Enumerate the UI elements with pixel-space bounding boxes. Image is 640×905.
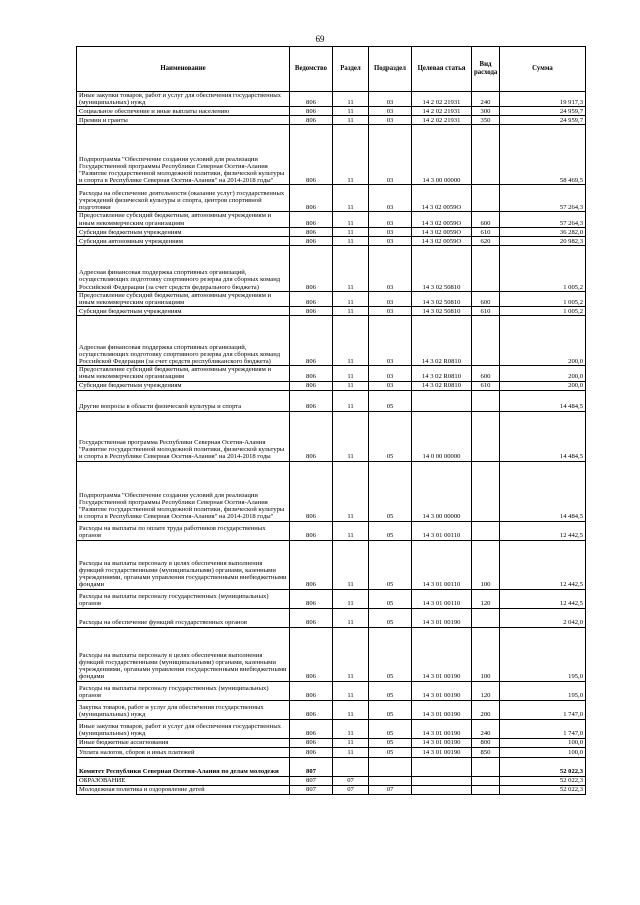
row-section: 11 (333, 411, 369, 461)
row-amount: 20 982,3 (500, 236, 586, 245)
row-name: Расходы на обеспечение функций государственных органов (77, 608, 290, 627)
row-expense-type: 100 (472, 627, 500, 681)
row-department: 806 (290, 719, 333, 738)
row-section: 11 (333, 521, 369, 540)
table-row (77, 316, 586, 366)
row-department: 806 (290, 316, 333, 366)
row-subsection: 07 (369, 785, 412, 794)
row-amount: 19 917,3 (500, 92, 586, 107)
row-expense-type: 800 (472, 738, 500, 747)
row-section: 11 (333, 107, 369, 116)
table-row (77, 107, 586, 116)
table-row (77, 540, 586, 589)
row-section: 11 (333, 461, 369, 521)
row-section: 11 (333, 185, 369, 212)
row-subsection: 03 (369, 316, 412, 366)
table-row (77, 461, 586, 521)
row-expense-type (472, 461, 500, 521)
row-department: 806 (290, 307, 333, 316)
row-section: 11 (333, 608, 369, 627)
row-section: 11 (333, 307, 369, 316)
row-amount: 57 264,3 (500, 185, 586, 212)
header-amount: Сумма (500, 47, 586, 92)
row-target-item: 14 3 02 R0810 (412, 316, 472, 366)
row-name: Адресная финансовая поддержка спортивных организаций, осуществляющих подготовку спортивного резерва для сборных команд Российской Федерации (за счет средств республиканского бюджета) (77, 316, 290, 366)
row-expense-type: 600 (472, 366, 500, 381)
row-amount: 12 442,5 (500, 589, 586, 608)
row-expense-type (472, 316, 500, 366)
row-section: 11 (333, 366, 369, 381)
header-name: Наименование (77, 47, 290, 92)
row-amount: 1 005,2 (500, 245, 586, 291)
row-section: 11 (333, 390, 369, 411)
row-amount: 12 442,5 (500, 521, 586, 540)
row-amount: 52 022,3 (500, 785, 586, 794)
row-section: 11 (333, 589, 369, 608)
row-section: 11 (333, 236, 369, 245)
row-name: Социальное обеспечение и иные выплаты населению (77, 107, 290, 116)
table-row (77, 747, 586, 757)
row-subsection: 03 (369, 366, 412, 381)
row-department: 806 (290, 461, 333, 521)
row-target-item: 14 2 02 21931 (412, 92, 472, 107)
row-name: Государственная программа Республики Северная Осетия-Алания "Развитие государственной молодежной политики, физической культуры и спорта в Республике Северная Осетия-Алания" на 2014-2018 годы (77, 411, 290, 461)
row-subsection: 05 (369, 627, 412, 681)
row-section: 11 (333, 719, 369, 738)
header-expense-type: Вид расхода (472, 47, 500, 92)
table-row (77, 212, 586, 227)
row-expense-type: 600 (472, 291, 500, 306)
row-subsection: 03 (369, 245, 412, 291)
row-name: Расходы на выплаты персоналу в целях обеспечения выполнения функций государственными (муниципальными) органами, казенными учреждениями, органами управления государственными внебюджетными фондами (77, 540, 290, 589)
row-amount: 200,0 (500, 316, 586, 366)
row-name: Молодежная политика и оздоровление детей (77, 785, 290, 794)
row-target-item: 14 3 02 0059О (412, 227, 472, 236)
table-row (77, 381, 586, 390)
row-department: 807 (290, 776, 333, 785)
row-expense-type: 350 (472, 116, 500, 125)
row-department: 806 (290, 92, 333, 107)
row-amount: 58 469,5 (500, 125, 586, 185)
row-name: Расходы на обеспечение деятельности (оказание услуг) государственных учреждений физической культуры и спорта, центров спортивной подготовки (77, 185, 290, 212)
row-section: 11 (333, 700, 369, 719)
row-name: Субсидии бюджетным учреждениям (77, 227, 290, 236)
row-target-item: 14 3 02 R0810 (412, 366, 472, 381)
row-section: 07 (333, 785, 369, 794)
table-row (77, 589, 586, 608)
row-subsection: 03 (369, 227, 412, 236)
row-name: Иные закупки товаров, работ и услуг для обеспечения государственных (муниципальных) нужд (77, 92, 290, 107)
table-row (77, 227, 586, 236)
row-amount: 14 484,5 (500, 411, 586, 461)
row-section: 11 (333, 227, 369, 236)
row-subsection: 03 (369, 236, 412, 245)
table-row (77, 521, 586, 540)
row-amount: 1 005,2 (500, 291, 586, 306)
row-name: Расходы на выплаты персоналу в целях обеспечения выполнения функций государственными (муниципальными) органами, казенными учреждениями, органами управления государственными внебюджетными фондами (77, 627, 290, 681)
table-row (77, 738, 586, 747)
table-row (77, 608, 586, 627)
row-department: 806 (290, 381, 333, 390)
row-amount: 100,0 (500, 747, 586, 757)
row-target-item: 14 3 02 0059О (412, 236, 472, 245)
row-target-item: 14 3 01 00110 (412, 540, 472, 589)
row-department: 806 (290, 608, 333, 627)
row-expense-type (472, 245, 500, 291)
row-expense-type (472, 411, 500, 461)
page-number: 69 (315, 34, 325, 44)
row-department: 806 (290, 521, 333, 540)
row-subsection: 05 (369, 747, 412, 757)
row-section: 11 (333, 747, 369, 757)
table-row (77, 92, 586, 107)
row-section: 11 (333, 92, 369, 107)
row-name: ОБРАЗОВАНИЕ (77, 776, 290, 785)
row-target-item: 14 3 00 00000 (412, 461, 472, 521)
row-name: Иные бюджетные ассигнования (77, 738, 290, 747)
row-subsection: 05 (369, 589, 412, 608)
row-amount: 2 042,0 (500, 608, 586, 627)
row-name: Адресная финансовая поддержка спортивных организаций, осуществляющих подготовку спортивного резерва для сборных команд Российской Федерации (за счет средств федерального бюджета) (77, 245, 290, 291)
row-amount: 36 282,0 (500, 227, 586, 236)
table-row (77, 245, 586, 291)
row-subsection (369, 776, 412, 785)
row-subsection: 05 (369, 608, 412, 627)
header-department: Ведомство (290, 47, 333, 92)
table-row (77, 719, 586, 738)
table-row (77, 125, 586, 185)
row-amount: 200,0 (500, 381, 586, 390)
row-target-item: 14 3 01 00190 (412, 738, 472, 747)
row-subsection: 05 (369, 411, 412, 461)
row-expense-type (472, 608, 500, 627)
row-subsection (369, 757, 412, 776)
row-section: 11 (333, 381, 369, 390)
row-name: Расходы на выплаты персоналу государственных (муниципальных) органов (77, 681, 290, 700)
row-target-item: 14 3 02 0059О (412, 185, 472, 212)
table-row (77, 390, 586, 411)
table-row (77, 236, 586, 245)
row-department: 806 (290, 589, 333, 608)
row-subsection: 03 (369, 381, 412, 390)
row-name: Закупка товаров, работ и услуг для обеспечения государственных (муниципальных) нужд (77, 700, 290, 719)
table-row (77, 411, 586, 461)
row-subsection: 05 (369, 521, 412, 540)
row-subsection: 03 (369, 107, 412, 116)
row-expense-type: 240 (472, 92, 500, 107)
row-subsection: 03 (369, 125, 412, 185)
table-row (77, 307, 586, 316)
row-amount: 14 484,5 (500, 461, 586, 521)
row-section: 11 (333, 540, 369, 589)
row-target-item: 14 3 00 00000 (412, 125, 472, 185)
row-name: Субсидии бюджетным учреждениям (77, 381, 290, 390)
row-section: 11 (333, 116, 369, 125)
row-expense-type: 200 (472, 700, 500, 719)
row-department: 806 (290, 227, 333, 236)
row-expense-type (472, 390, 500, 411)
row-department: 806 (290, 236, 333, 245)
row-expense-type: 600 (472, 212, 500, 227)
row-amount: 1 005,2 (500, 307, 586, 316)
row-amount: 200,0 (500, 366, 586, 381)
row-subsection: 05 (369, 719, 412, 738)
row-amount: 195,0 (500, 681, 586, 700)
row-target-item: 14 3 02 50810 (412, 291, 472, 306)
row-name: Субсидии бюджетным учреждениям (77, 307, 290, 316)
row-name: Другие вопросы в области физической культуры и спорта (77, 390, 290, 411)
row-name: Расходы на выплаты по оплате труда работников государственных органов (77, 521, 290, 540)
table-row (77, 627, 586, 681)
row-subsection: 05 (369, 390, 412, 411)
row-expense-type: 610 (472, 307, 500, 316)
row-section: 11 (333, 291, 369, 306)
row-section: 07 (333, 776, 369, 785)
header-subsection: Подраздел (369, 47, 412, 92)
budget-table (76, 46, 586, 795)
row-expense-type: 610 (472, 227, 500, 236)
row-department: 806 (290, 185, 333, 212)
row-target-item: 14 3 01 00190 (412, 719, 472, 738)
row-amount: 100,0 (500, 738, 586, 747)
row-subsection: 03 (369, 291, 412, 306)
row-department: 806 (290, 681, 333, 700)
row-department: 806 (290, 627, 333, 681)
row-expense-type: 850 (472, 747, 500, 757)
table-row (77, 785, 586, 794)
row-expense-type (472, 776, 500, 785)
row-subsection: 03 (369, 212, 412, 227)
row-section: 11 (333, 125, 369, 185)
row-subsection: 03 (369, 116, 412, 125)
row-amount: 12 442,5 (500, 540, 586, 589)
row-department: 806 (290, 411, 333, 461)
row-target-item (412, 776, 472, 785)
row-subsection: 05 (369, 738, 412, 747)
row-subsection: 03 (369, 307, 412, 316)
row-subsection: 03 (369, 185, 412, 212)
row-name: Уплата налогов, сборов и иных платежей (77, 747, 290, 757)
row-name: Подпрограмма "Обеспечение создания условий для реализации Государственной программы Республики Северная Осетия-Алания "Развитие государственной молодежной политики, физической культуры и спорта в Республике Северная Осетия-Алания" на 2014-2018 годы" (77, 461, 290, 521)
row-expense-type: 610 (472, 381, 500, 390)
row-target-item (412, 757, 472, 776)
row-department: 806 (290, 107, 333, 116)
row-amount: 52 022,3 (500, 757, 586, 776)
table-row (77, 185, 586, 212)
row-target-item: 14 3 01 00190 (412, 681, 472, 700)
row-amount: 195,0 (500, 627, 586, 681)
row-department: 806 (290, 116, 333, 125)
row-target-item: 14 3 02 0059О (412, 212, 472, 227)
table-row (77, 366, 586, 381)
row-amount: 52 022,3 (500, 776, 586, 785)
row-expense-type (472, 757, 500, 776)
row-name: Субсидии автономным учреждениям (77, 236, 290, 245)
row-section: 11 (333, 212, 369, 227)
row-target-item: 14 2 02 21931 (412, 107, 472, 116)
row-name: Расходы на выплаты персоналу государственных (муниципальных) органов (77, 589, 290, 608)
table-row (77, 757, 586, 776)
row-department: 806 (290, 390, 333, 411)
row-department: 806 (290, 212, 333, 227)
row-target-item (412, 785, 472, 794)
row-section: 11 (333, 245, 369, 291)
row-name: Подпрограмма "Обеспечение создания условий для реализации Государственной программы Республики Северная Осетия-Алания "Развитие государственной молодежной политики, физической культуры и спорта в Республике Северная Осетия-Алания" на 2014-2018 годы" (77, 125, 290, 185)
row-subsection: 03 (369, 92, 412, 107)
table-row (77, 700, 586, 719)
row-department: 807 (290, 757, 333, 776)
row-section: 11 (333, 316, 369, 366)
row-department: 806 (290, 125, 333, 185)
row-amount: 1 747,0 (500, 719, 586, 738)
row-department: 806 (290, 245, 333, 291)
row-amount: 24 959,7 (500, 116, 586, 125)
row-subsection: 05 (369, 681, 412, 700)
row-name: Премии и гранты (77, 116, 290, 125)
row-amount: 24 959,7 (500, 107, 586, 116)
table-row (77, 291, 586, 306)
row-target-item: 14 3 01 00190 (412, 700, 472, 719)
row-subsection: 05 (369, 540, 412, 589)
row-name: Предоставление субсидий бюджетным, автономным учреждениям и иным некоммерческим организациям (77, 212, 290, 227)
row-department: 806 (290, 738, 333, 747)
row-section: 11 (333, 627, 369, 681)
row-target-item: 14 3 01 00110 (412, 521, 472, 540)
row-target-item (412, 390, 472, 411)
row-target-item: 14 3 01 00190 (412, 747, 472, 757)
row-target-item: 14 3 02 R0810 (412, 381, 472, 390)
row-expense-type: 120 (472, 681, 500, 700)
table-row (77, 116, 586, 125)
row-amount: 57 264,3 (500, 212, 586, 227)
row-expense-type (472, 521, 500, 540)
row-expense-type (472, 785, 500, 794)
row-section: 11 (333, 681, 369, 700)
header-target-item: Целевая статья (412, 47, 472, 92)
row-section (333, 757, 369, 776)
row-expense-type (472, 125, 500, 185)
row-target-item: 14 3 01 00190 (412, 608, 472, 627)
row-section: 11 (333, 738, 369, 747)
row-department: 807 (290, 785, 333, 794)
row-name: Предоставление субсидий бюджетным, автономным учреждениям и иным некоммерческим организациям (77, 291, 290, 306)
table-row (77, 681, 586, 700)
row-expense-type: 120 (472, 589, 500, 608)
row-department: 806 (290, 747, 333, 757)
row-target-item: 14 3 01 00190 (412, 627, 472, 681)
row-expense-type (472, 185, 500, 212)
row-expense-type: 240 (472, 719, 500, 738)
row-department: 806 (290, 540, 333, 589)
row-expense-type: 620 (472, 236, 500, 245)
row-department: 806 (290, 366, 333, 381)
row-target-item: 14 3 02 50810 (412, 307, 472, 316)
row-target-item: 14 3 01 00110 (412, 589, 472, 608)
row-subsection: 05 (369, 461, 412, 521)
row-amount: 1 747,0 (500, 700, 586, 719)
row-department: 806 (290, 291, 333, 306)
header-section: Раздел (333, 47, 369, 92)
row-target-item: 14 0 00 00000 (412, 411, 472, 461)
row-expense-type: 100 (472, 540, 500, 589)
row-name: Комитет Республики Северная Осетия-Алания по делам молодежи (77, 757, 290, 776)
row-name: Предоставление субсидий бюджетным, автономным учреждениям и иным некоммерческим организациям (77, 366, 290, 381)
table-header-row (77, 47, 586, 92)
row-name: Иные закупки товаров, работ и услуг для обеспечения государственных (муниципальных) нужд (77, 719, 290, 738)
row-target-item: 14 2 02 21931 (412, 116, 472, 125)
table-row (77, 776, 586, 785)
row-department: 806 (290, 700, 333, 719)
row-amount: 14 484,5 (500, 390, 586, 411)
row-target-item: 14 3 02 50810 (412, 245, 472, 291)
row-expense-type: 300 (472, 107, 500, 116)
row-subsection: 05 (369, 700, 412, 719)
